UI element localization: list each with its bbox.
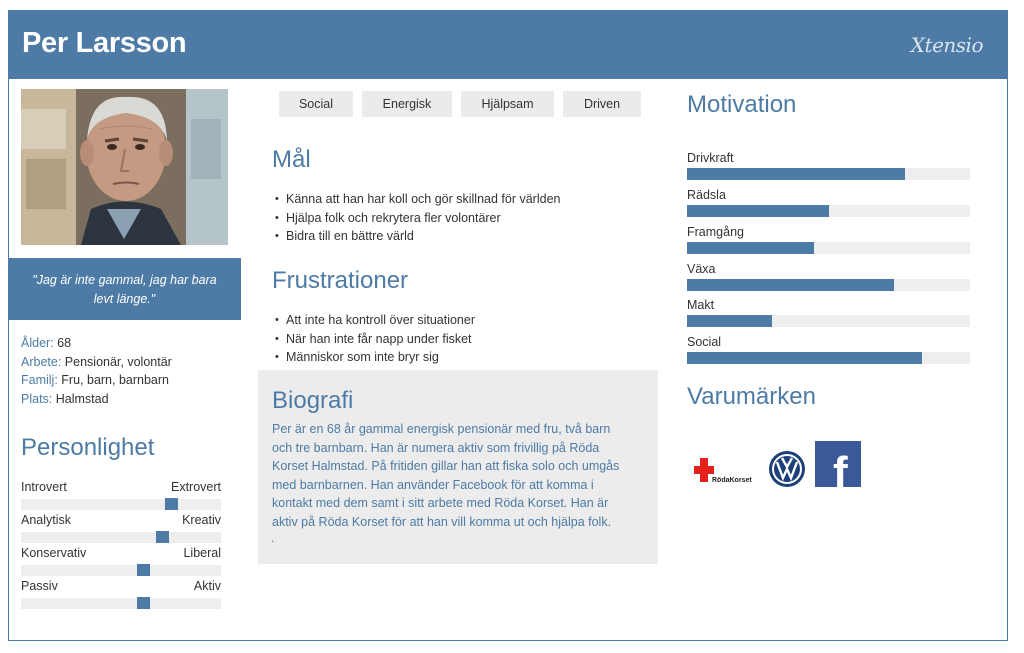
slider-track[interactable]	[21, 598, 221, 609]
slider-left-label: Konservativ	[21, 546, 87, 560]
slider-track[interactable]	[21, 499, 221, 510]
tag-energisk[interactable]: Energisk	[362, 91, 452, 117]
personality-title: Personlighet	[21, 434, 155, 461]
facebook-icon	[815, 441, 861, 487]
personality-slider-introvert	[21, 480, 221, 510]
motivation-label: Drivkraft	[687, 151, 734, 165]
biography-title: Biografi	[272, 387, 354, 414]
persona-quote: "Jag är inte gammal, jag har bara levt länge."	[8, 258, 241, 320]
motivation-bar	[687, 168, 905, 180]
motivation-drivkraft	[687, 151, 970, 180]
facebook-logo[interactable]	[815, 441, 861, 487]
list-item: • Att inte ha kontroll över situationer	[286, 311, 475, 330]
fact-family: Familj: Fru, barn, barnbarn	[21, 373, 169, 388]
motivation-track	[687, 205, 970, 217]
persona-photo	[21, 89, 228, 245]
volkswagen-logo[interactable]	[768, 450, 806, 488]
slider-left-label: Introvert	[21, 480, 67, 494]
biography-panel	[258, 370, 658, 564]
slider-track[interactable]	[21, 565, 221, 576]
persona-facts	[21, 334, 172, 409]
motivation-bar	[687, 242, 814, 254]
motivation-track	[687, 242, 970, 254]
slider-right-label: Kreativ	[182, 513, 221, 527]
goals-title: Mål	[272, 146, 311, 173]
slider-knob[interactable]	[156, 531, 169, 543]
list-item: • När han inte får napp under fisket	[286, 330, 475, 349]
slider-track[interactable]	[21, 532, 221, 543]
personality-slider-analytic	[21, 513, 221, 543]
fact-age: Ålder: 68	[21, 336, 72, 350]
brands-title: Varumärken	[687, 383, 816, 410]
motivation-track	[687, 279, 970, 291]
redcross-logo[interactable]	[694, 456, 760, 486]
slider-knob[interactable]	[137, 597, 150, 609]
motivation-track	[687, 352, 970, 364]
list-item: • Hjälpa folk och rekrytera fler volontärer	[286, 209, 560, 228]
slider-right-label: Liberal	[183, 546, 221, 560]
slider-knob[interactable]	[165, 498, 178, 510]
slider-right-label: Aktiv	[193, 579, 221, 593]
motivation-label: Växa	[687, 262, 716, 276]
motivation-bar	[687, 352, 922, 364]
motivation-label: Social	[687, 335, 722, 349]
motivation-title: Motivation	[687, 91, 797, 118]
personality-slider-conservative	[21, 546, 221, 576]
frustrations-list	[286, 311, 475, 367]
motivation-label: Makt	[687, 298, 715, 312]
slider-left-label: Analytisk	[21, 513, 72, 527]
vw-icon	[768, 450, 806, 488]
motivation-bar	[687, 315, 772, 327]
biography-trailing: .	[271, 531, 275, 545]
goals-list	[286, 190, 560, 246]
brand-logo[interactable]: Xtensio	[910, 33, 983, 57]
motivation-track	[687, 168, 970, 180]
list-item: • Människor som inte bryr sig	[286, 348, 475, 367]
redcross-icon	[694, 456, 760, 486]
svg-text:VW: VW	[768, 450, 770, 451]
motivation-vaxa	[687, 262, 970, 291]
slider-right-label: Extrovert	[170, 480, 221, 494]
motivation-social	[687, 335, 970, 364]
motivation-label: Rädsla	[687, 188, 726, 202]
motivation-radsla	[687, 188, 970, 217]
frustrations-title: Frustrationer	[272, 267, 409, 294]
header-bar	[9, 11, 1007, 79]
tag-social[interactable]: Social	[279, 91, 353, 117]
list-item: • Känna att han har koll och gör skillnad för världen	[286, 190, 560, 209]
motivation-bar	[687, 279, 894, 291]
motivation-makt	[687, 298, 970, 327]
motivation-bar	[687, 205, 829, 217]
svg-text:RödaKorset: RödaKorset	[712, 477, 752, 484]
persona-name: Per Larsson	[22, 27, 187, 59]
tag-hjalpsam[interactable]: Hjälpsam	[461, 91, 554, 117]
biography-text: Per är en 68 år gammal energisk pensionär med fru, två barn och tre barnbarn. Han är numera aktiv som frivillig på Röda Korset Halmstad. På fritiden gillar han att fiska solo och umgås med barnbarnen. Han använder Facebook för att komma i kontakt med dem samt i sitt arbete med Röda Korset. Han är aktiv på Röda Korset för att han vill komma ut och hjälpa folk.	[272, 422, 620, 529]
slider-knob[interactable]	[137, 564, 150, 576]
motivation-label: Framgång	[687, 225, 744, 239]
svg-text:f: f	[833, 448, 848, 487]
list-item: • Bidra till en bättre värld	[286, 227, 560, 246]
slider-left-label: Passiv	[21, 579, 58, 593]
fact-work: Arbete: Pensionär, volontär	[21, 354, 172, 369]
motivation-framgang	[687, 225, 970, 254]
tag-driven[interactable]: Driven	[563, 91, 641, 117]
motivation-track	[687, 315, 970, 327]
fact-location: Plats: Halmstad	[21, 392, 109, 407]
personality-slider-passive	[21, 579, 221, 609]
